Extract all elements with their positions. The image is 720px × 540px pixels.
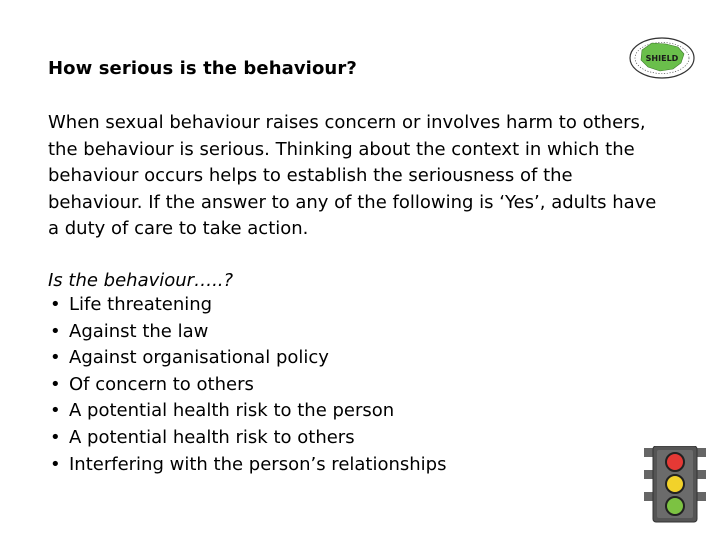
bullet-list <box>48 292 608 478</box>
list-item <box>48 292 608 319</box>
traffic-light-icon <box>643 446 707 524</box>
logo-text: SHIELD <box>645 54 679 63</box>
list-item-text: Life threatening <box>69 294 213 315</box>
question-heading: Is the behaviour…..? <box>48 270 234 291</box>
slide-title: How serious is the behaviour? <box>48 58 357 79</box>
list-item <box>48 372 608 399</box>
bullet-icon: • <box>50 294 61 315</box>
list-item-text: Interfering with the person’s relationships <box>69 453 447 475</box>
list-item-text: Of concern to others <box>69 373 254 395</box>
shield-logo-icon <box>628 36 696 80</box>
list-item <box>48 398 608 425</box>
bullet-icon: • <box>50 453 61 475</box>
list-item <box>48 345 608 372</box>
list-item <box>48 452 608 479</box>
bullet-icon: • <box>50 426 61 448</box>
list-item-text: A potential health risk to others <box>69 426 355 448</box>
bullet-icon: • <box>50 347 61 369</box>
bullet-icon: • <box>50 320 61 342</box>
intro-paragraph: When sexual behaviour raises concern or involves harm to others, the behaviour is serious. Thinking about the context in which the behaviour occurs helps to establish the seriousness of the behaviour. If the answer to any of the following is ‘Yes’, adults have a duty of care to take action. <box>48 112 657 239</box>
list-item-text: Against organisational policy <box>69 347 329 369</box>
list-item-text: A potential health risk to the person <box>69 400 395 422</box>
bullet-icon: • <box>50 373 61 395</box>
list-item <box>48 319 608 346</box>
bullet-icon: • <box>50 400 61 422</box>
list-item-text: Against the law <box>69 320 209 342</box>
list-item <box>48 425 608 452</box>
